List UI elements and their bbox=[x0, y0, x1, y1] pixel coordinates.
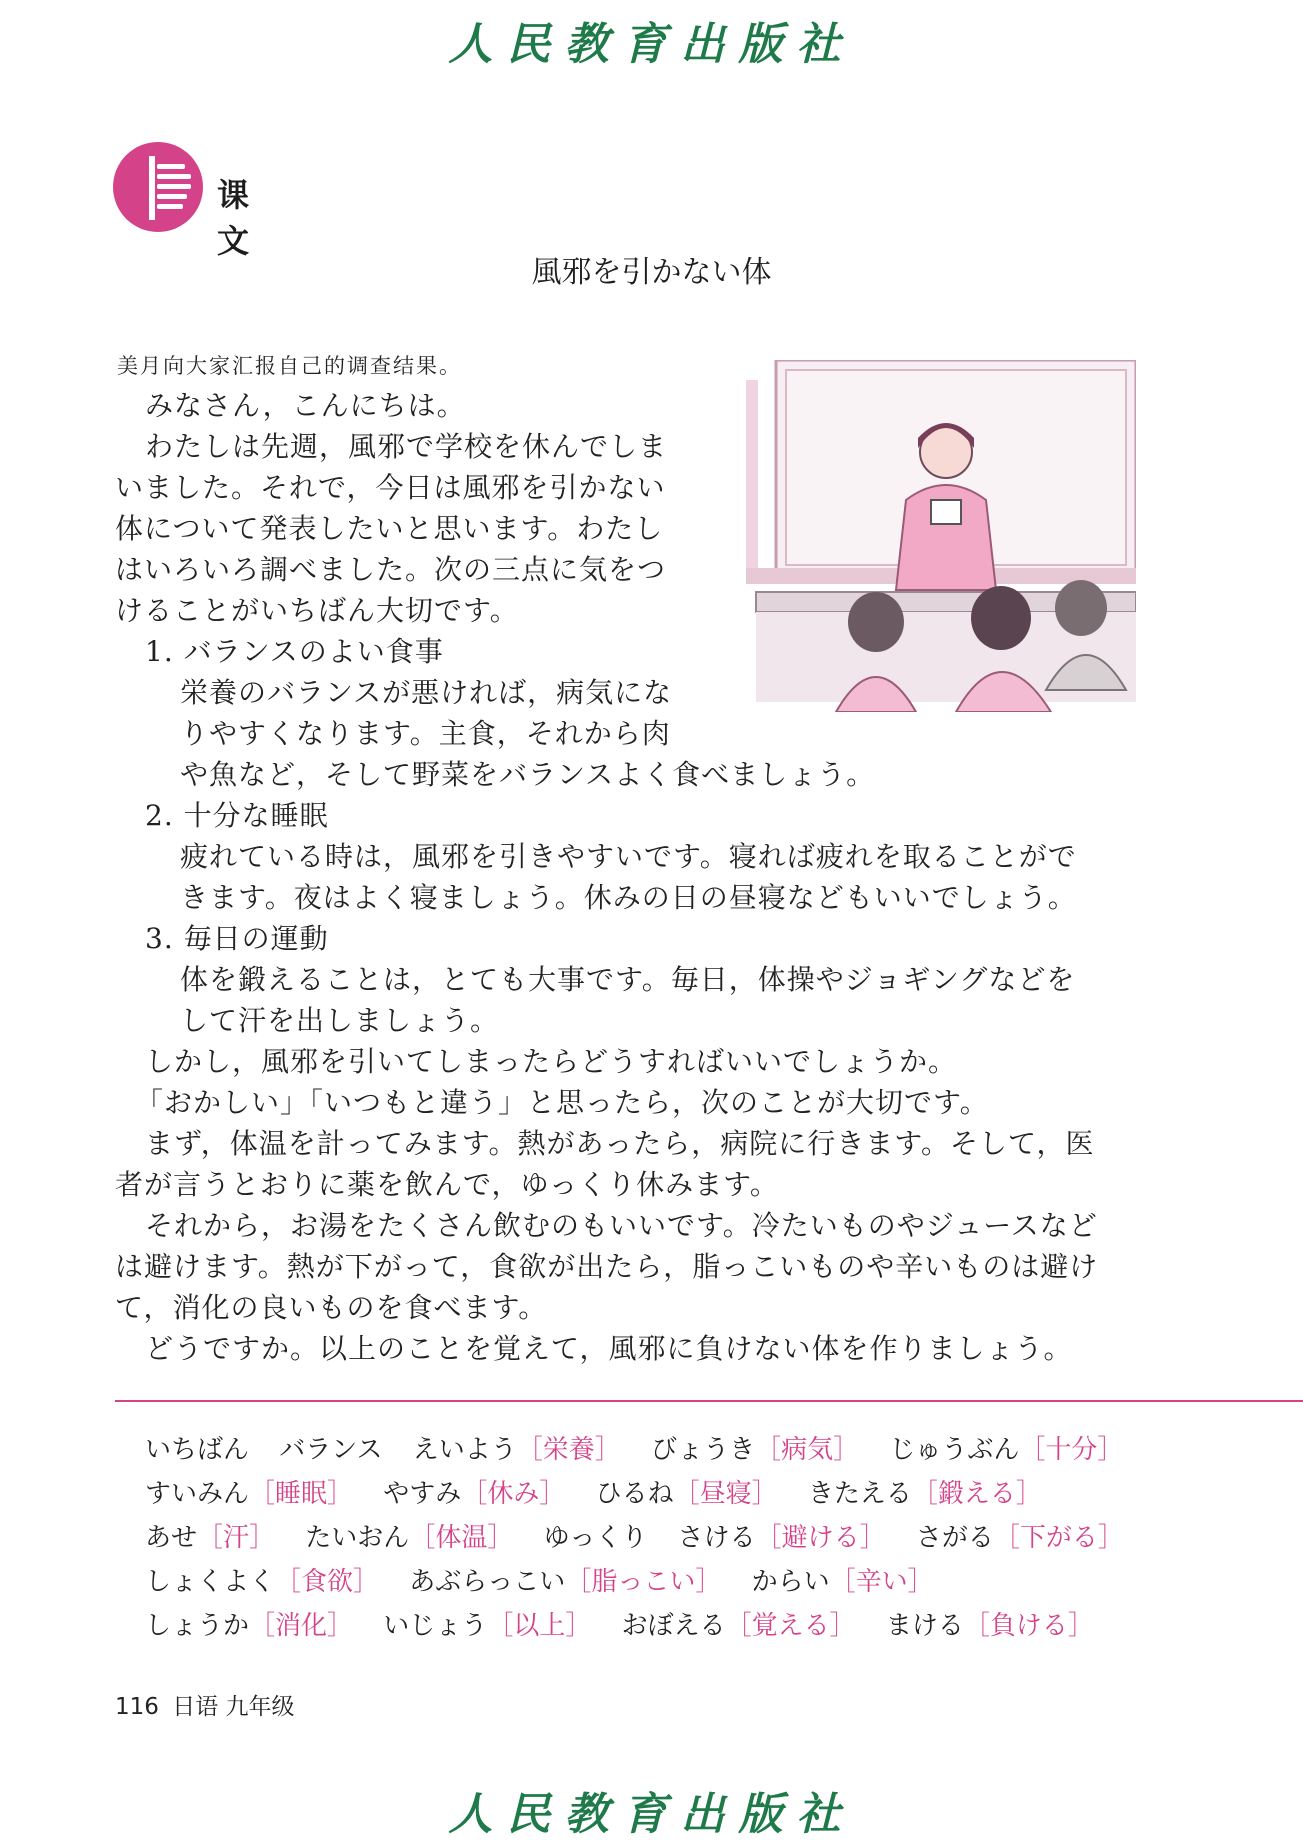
vocab-item: あぶらっこい［脂っこい］ bbox=[409, 1567, 722, 1597]
vocab-item: あせ［汗］ bbox=[145, 1523, 276, 1553]
vocab-item: おぼえる［覚える］ bbox=[621, 1611, 856, 1641]
paragraph-greeting: みなさん，こんにちは。 bbox=[145, 389, 466, 422]
vocab-item: いじょう［以上］ bbox=[383, 1611, 592, 1641]
paragraph-line: しかし，風邪を引いてしまったらどうすればいいでしょうか。 bbox=[145, 1045, 958, 1078]
vocab-item: バランス bbox=[279, 1435, 383, 1465]
paragraph-line: はいろいろ調べました。次の三点に気をつ bbox=[115, 553, 667, 586]
publisher-logo-bottom: 人民教育出版社 bbox=[448, 1789, 855, 1840]
vocab-item: さける［避ける］ bbox=[677, 1523, 886, 1553]
vocab-item: びょうき［病気］ bbox=[651, 1435, 860, 1465]
vocab-item: しょくよく［食欲］ bbox=[145, 1567, 380, 1597]
publisher-logo-top: 人民教育出版社 bbox=[448, 19, 855, 70]
vocab-item: ひるね［昼寝］ bbox=[595, 1479, 778, 1509]
book-title: 日语 九年级 bbox=[172, 1694, 295, 1720]
section-header bbox=[113, 142, 313, 260]
vocab-item: からい［辛い］ bbox=[751, 1567, 934, 1597]
paragraph-line: まず，体温を計ってみます。熱があったら，病院に行きます。そして，医 bbox=[145, 1127, 1095, 1160]
list-item-text: りやすくなります。主食，それから肉 bbox=[180, 717, 671, 750]
list-item-title: 2. 十分な睡眠 bbox=[145, 799, 329, 832]
list-item-text: 疲れている時は，風邪を引きやすいです。寝れば疲れを取ることがで bbox=[180, 840, 1077, 873]
lesson-title: 風邪を引かない体 bbox=[531, 255, 772, 290]
paragraph-line: 体について発表したいと思います。わたし bbox=[115, 512, 664, 545]
vocab-item: いちばん bbox=[145, 1435, 250, 1465]
paragraph-line: どうですか。以上のことを覚えて，風邪に負けない体を作りましょう。 bbox=[145, 1332, 1073, 1365]
vocab-item: たいおん［体温］ bbox=[305, 1523, 514, 1553]
list-item-text: 栄養のバランスが悪ければ，病気にな bbox=[180, 676, 673, 709]
paragraph-line: それから，お湯をたくさん飲むのもいいです。冷たいものやジュースなど bbox=[145, 1209, 1098, 1242]
list-item-text: きます。夜はよく寝ましょう。休みの日の昼寝などもいいでしょう。 bbox=[180, 881, 1077, 914]
vocab-item: じゅうぶん［十分］ bbox=[889, 1435, 1124, 1465]
paragraph-line: 者が言うとおりに薬を飲んで，ゆっくり休みます。 bbox=[115, 1168, 779, 1201]
section-divider bbox=[115, 1400, 1303, 1402]
page-footer bbox=[115, 1688, 295, 1721]
vocab-item: きたえる［鍛える］ bbox=[807, 1479, 1042, 1509]
list-item-title: 1. バランスのよい食事 bbox=[145, 635, 444, 668]
paragraph-line: いました。それで，今日は風邪を引かない bbox=[115, 471, 666, 504]
paragraph-line: は避けます。熱が下がって，食欲が出たら，脂っこいものや辛いものは避け bbox=[115, 1250, 1099, 1283]
list-item-text: して汗を出しましょう。 bbox=[180, 1004, 500, 1037]
classroom-illustration bbox=[746, 360, 1136, 712]
vocab-item: えいよう［栄養］ bbox=[412, 1435, 621, 1465]
intro-note: 美月向大家汇报自己的调查结果。 bbox=[117, 354, 462, 378]
vocab-item: ゆっくり bbox=[543, 1523, 648, 1553]
page-number: 116 bbox=[115, 1694, 159, 1720]
vocab-item: しょうか［消化］ bbox=[145, 1611, 354, 1641]
text-lines-icon bbox=[113, 142, 203, 232]
section-title: 课 文 bbox=[217, 176, 268, 260]
vocab-item: まける［負ける］ bbox=[885, 1611, 1094, 1641]
vocab-item: さがる［下がる］ bbox=[915, 1523, 1124, 1553]
list-item-text: や魚など，そして野菜をバランスよく食べましょう。 bbox=[180, 758, 876, 791]
paragraph-line: けることがいちばん大切です。 bbox=[115, 594, 519, 627]
list-item-text: 体を鍛えることは，とても大事です。毎日，体操やジョギングなどを bbox=[180, 963, 1076, 996]
paragraph-line: 「おかしい」「いつもと違う」と思ったら，次のことが大切です。 bbox=[135, 1086, 989, 1119]
vocab-item: やすみ［休み］ bbox=[383, 1479, 566, 1509]
paragraph-line: わたしは先週，風邪で学校を休んでしま bbox=[145, 430, 668, 463]
paragraph-line: て，消化の良いものを食べます。 bbox=[115, 1291, 548, 1324]
vocab-item: すいみん［睡眠］ bbox=[145, 1479, 354, 1509]
vocabulary-list bbox=[145, 1428, 1185, 1648]
list-item-title: 3. 毎日の運動 bbox=[145, 922, 329, 955]
